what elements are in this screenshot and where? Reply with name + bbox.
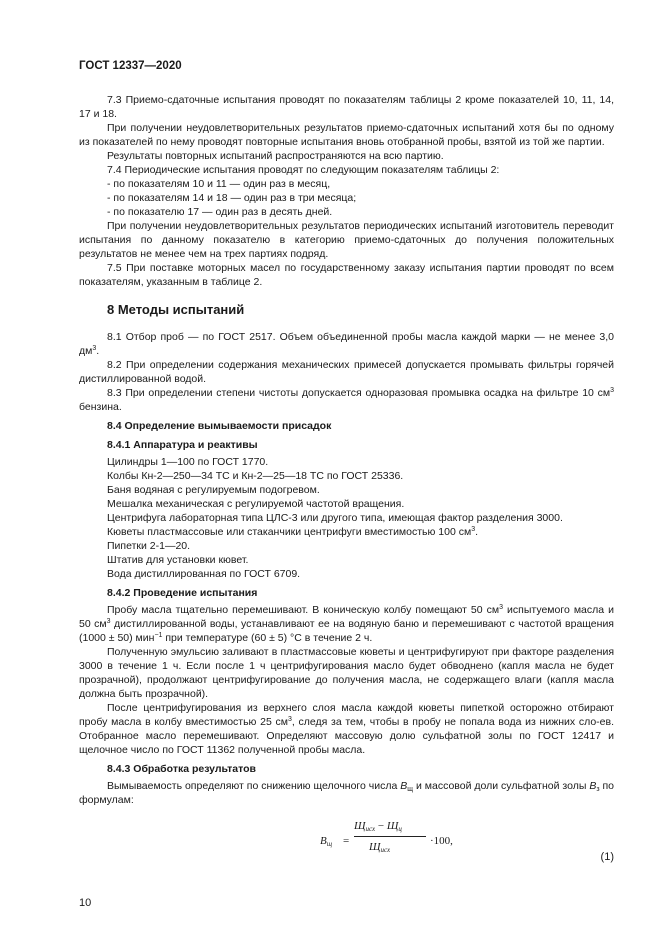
formula-numerator: $Щ_{исх} - Щ_ц$ — [354, 820, 402, 833]
fraction-bar — [354, 836, 426, 837]
periodic-tests-list — [79, 177, 614, 219]
subsection-8-4-2-title: 8.4.2 Проведение испытания — [107, 587, 258, 599]
document-header: ГОСТ 12337—2020 — [79, 60, 182, 72]
subsection-8-4-1-title: 8.4.1 Аппаратура и реактивы — [107, 439, 258, 451]
section-8-title: 8 Методы испытаний — [107, 302, 245, 317]
formula-number: (1) — [600, 851, 614, 863]
procedure-mixing: Пробу масла тщательно перемешивают. В коническую колбу помещают 50 $см^3$ испытуемого масла и 50 $см^3$ дистиллированной воды, устанавливают ее на водяную баню и перемешивают с частотой вращения (1000 ± 50) мин$^{-1}$ при температуре (60 ± 5) °С в течение 2 ч. — [79, 604, 614, 644]
procedure-centrifuge: Полученную эмульсию заливают в пластмассовые кюветы и центрифугируют при факторе разделения 3000 в течение 1 ч. Если после 1 ч центрифугирования масло будет обводнено (капля масла не будет прозрачной), продолжают центрифугирование до получения масла, не содержащего влаги (капля масла должна быть прозрачной). — [79, 646, 614, 700]
paragraph-7-3: 7.3 Приемо-сдаточные испытания проводят по показателям таблицы 2 кроме показателей 10, 11, 14, 17 и 18. — [79, 94, 614, 120]
list-item: Колбы Кн-2—250—34 ТС и Кн-2—25—18 ТС по ГОСТ 25336. — [107, 470, 404, 482]
formula-multiplier: ·100, — [430, 835, 453, 847]
list-item: Штатив для установки кювет. — [107, 554, 249, 566]
list-item: - по показателям 14 и 18 — один раз в три месяца; — [107, 192, 357, 204]
list-item: Мешалка механическая с регулируемой частотой вращения. — [107, 498, 405, 510]
list-item: - по показателю 17 — один раз в десять дней. — [107, 206, 333, 218]
paragraph-7-4: 7.4 Периодические испытания проводят по следующим показателям таблицы 2: — [107, 164, 500, 176]
list-item: Вода дистиллированная по ГОСТ 6709. — [107, 568, 301, 580]
page-number: 10 — [79, 897, 92, 909]
paragraph-8-2: 8.2 При определении содержания механических примесей допускается промывать фильтры горячей дистиллированной водой. — [79, 359, 614, 385]
list-item: Баня водяная с регулируемым подогревом. — [107, 484, 320, 496]
page-content — [79, 93, 614, 865]
list-item: - по показателям 10 и 11 — один раз в месяц, — [107, 178, 331, 190]
paragraph-7-3-repeat-tests: При получении неудовлетворительных результатов приемо-сдаточных испытаний хотя бы по одному из показателей по нему проводят повторные испытания вновь отобранной пробы, взятой из той же партии. — [79, 122, 614, 148]
subsection-8-4-3-title: 8.4.3 Обработка результатов — [107, 763, 256, 775]
list-item: Центрифуга лабораторная типа ЦЛС-3 или другого типа, имеющая фактор разделения 3000. — [107, 512, 563, 524]
paragraph-7-4-failure: При получении неудовлетворительных результатов периодических испытаний изготовитель переводит испытания по данному показателю в категорию приемо-сдаточных до получения положительных результатов не менее чем на трех партиях подряд. — [79, 220, 614, 260]
formula-equals: = — [343, 835, 350, 847]
procedure-sampling: После центрифугирования из верхнего слоя масла каждой кюветы пипеткой осторожно отбирают пробу масла в колбу вместимостью 25 $см^3$, следя за тем, чтобы в пробу не попала вода из нижних сло-ев. Отобранное масло перемешивают. Определяют массовую долю сульфатной золы по ГОСТ 12417 и щелочное число по ГОСТ 11362 полученной пробы масла. — [79, 702, 614, 756]
paragraph-8-1: 8.1 Отбор проб — по ГОСТ 2517. Объем объединенной пробы масла каждой марки — не менее 3,0 $дм^3$. — [79, 331, 614, 357]
equipment-list — [79, 455, 614, 581]
paragraph-7-3-results: Результаты повторных испытаний распространяются на всю партию. — [107, 150, 444, 162]
paragraph-7-5: 7.5 При поставке моторных масел по государственному заказу испытания партии проводят по всем показателям, указанным в таблице 2. — [79, 262, 614, 288]
paragraph-8-3: 8.3 При определении степени чистоты допускается одноразовая промывка осадка на фильтре 10 $см^3$ бензина. — [79, 387, 614, 413]
list-item: Кюветы пластмассовые или стаканчики центрифуги вместимостью 100 $см^3$. — [107, 526, 479, 538]
formula-lhs: $В_щ$ — [320, 835, 333, 848]
list-item: Пипетки 2-1—20. — [107, 540, 191, 552]
list-item: Цилиндры 1—100 по ГОСТ 1770. — [107, 456, 269, 468]
formula-denominator: $Щ_{исх}$ — [369, 841, 391, 854]
subsection-8-4-title: 8.4 Определение вымываемости присадок — [107, 420, 332, 432]
calculation-intro: Вымываемость определяют по снижению щелочного числа $В_щ$ и массовой доли сульфатной золы $В_з$ по формулам: — [79, 780, 614, 806]
formula-1 — [79, 817, 614, 865]
